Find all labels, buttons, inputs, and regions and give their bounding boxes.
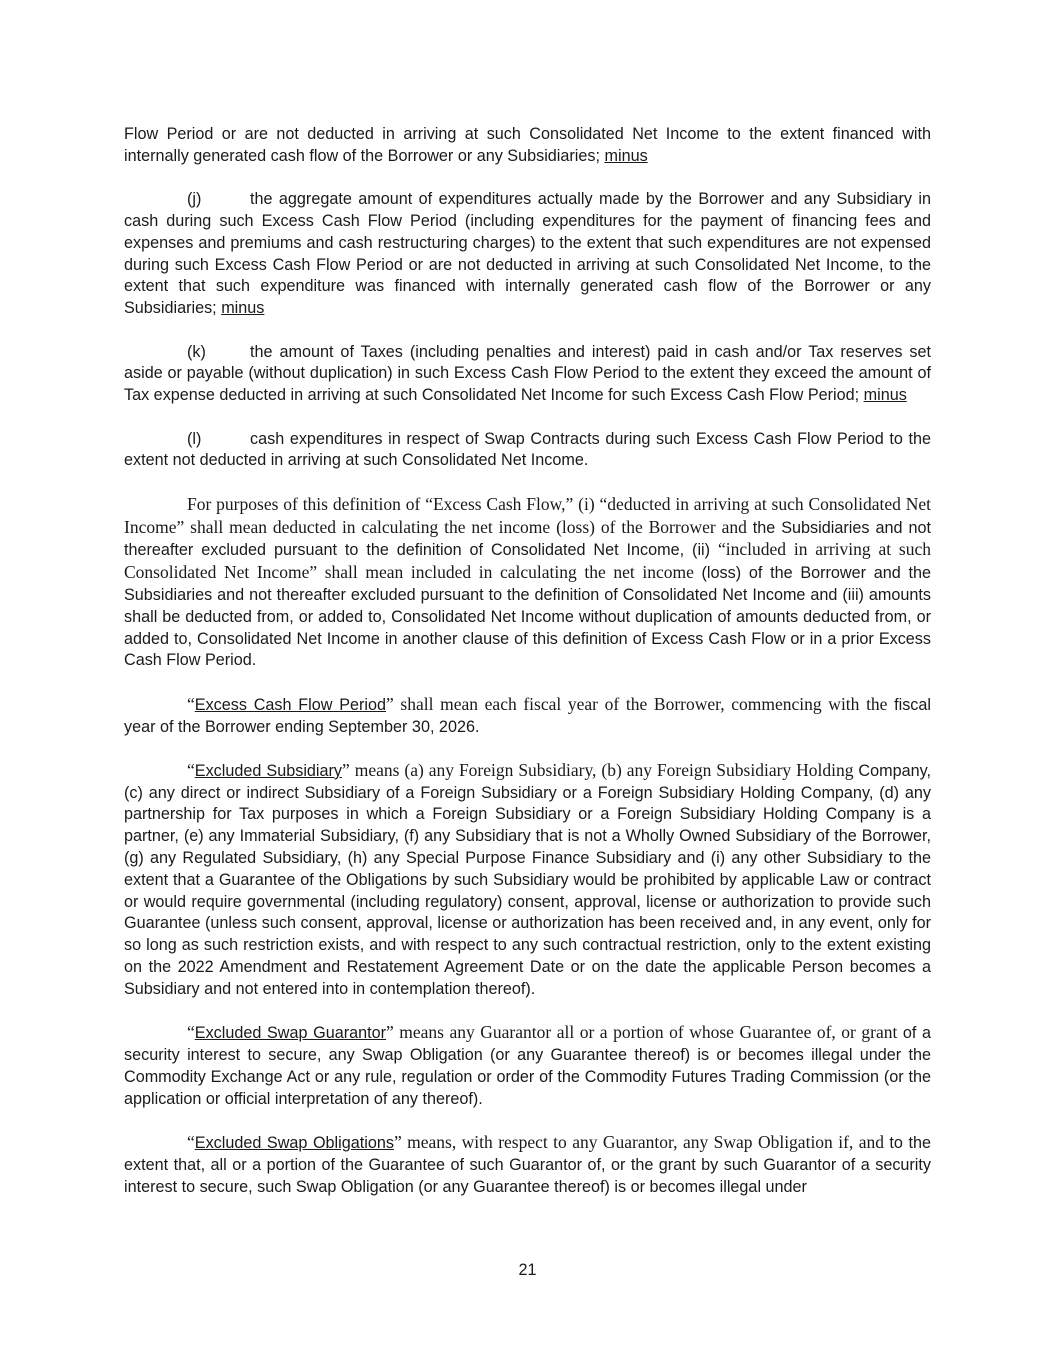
paragraph-continuation: [124, 124, 931, 168]
paragraph-purposes: [124, 494, 931, 672]
clause-l: [124, 429, 931, 473]
paragraph-text: For purposes of this definition of “Excess Cash Flow,” (i) “deducted in arriving at such Consolidated Net Income” shall mean deducted in calculating the net income (loss) of the Borrower and: [124, 493, 931, 537]
defined-term: Excluded Swap Obligations: [194, 1134, 394, 1153]
minus-term: minus: [221, 299, 265, 318]
defined-term: Excluded Subsidiary: [194, 761, 343, 780]
clause-text: the amount of Taxes (including penalties and interest) paid in cash and/or Tax reserves set aside or payable (without duplication) in such Excess Cash Flow Period to the extent they exceed the amount of Tax expense deducted in arriving at such Consolidated Net Income for such Excess Cash Flow Period;: [124, 342, 931, 405]
defined-term: Excess Cash Flow Period: [194, 695, 387, 714]
open-quote: “: [187, 693, 195, 714]
definition-excluded-subsidiary: [124, 760, 931, 1001]
clause-text: cash expenditures in respect of Swap Contracts during such Excess Cash Flow Period to the extent not deducted in arriving at such Consolidated Net Income.: [124, 429, 931, 470]
definition-excluded-swap-guarantor: [124, 1022, 931, 1110]
definition-text: of a security interest to secure, any Swap Obligation (or any Guarantee thereof) is or becomes illegal under the Commodity Exchange Act or any rule, regulation or order of the Commodity Futures Trading Commission (or the application or official interpretation of any thereof).: [124, 1024, 931, 1108]
clause-label: (j): [187, 190, 202, 209]
definition-excess-cash-flow-period: [124, 694, 931, 739]
clause-j: [124, 189, 931, 320]
paragraph-text: Flow Period or are not deducted in arriving at such Consolidated Net Income to the extent financed with internally generated cash flow of the Borrower or any Subsidiaries;: [124, 125, 931, 165]
clause-k: [124, 342, 931, 407]
definition-text: fiscal year of the Borrower ending September 30, 2026.: [124, 695, 931, 736]
definition-excluded-swap-obligations: [124, 1132, 931, 1198]
definition-text: ” means (a) any Foreign Subsidiary, (b) any Foreign Subsidiary Holding: [342, 759, 859, 780]
definition-text: ” means any Guarantor all or a portion of whose Guarantee of, or grant: [386, 1022, 903, 1043]
paragraph-text: “included in arriving at such Consolidated Net Income” shall mean included in calculating the net income: [124, 539, 932, 583]
clause-text: the aggregate amount of expenditures actually made by the Borrower and any Subsidiary in cash during such Excess Cash Flow Period (including expenditures for the payment of financing fees and expenses and premiums and cash restructuring charges) to the extent that such expenditures are not expensed during such Excess Cash Flow Period or are not deducted in arriving at such Consolidated Net Income, to the extent that such expenditure was financed with internally generated cash flow of the Borrower or any Subsidiaries;: [124, 190, 931, 318]
defined-term: Excluded Swap Guarantor: [194, 1024, 387, 1043]
paragraph-text: the Subsidiaries and not thereafter excluded pursuant to the definition of Consolidated Net Income, (ii): [124, 518, 931, 560]
definition-text: ” means, with respect to any Guarantor, any Swap Obligation if, and: [393, 1132, 890, 1153]
minus-term: minus: [604, 146, 648, 165]
open-quote: “: [187, 759, 195, 780]
definition-text: to the extent that, all or a portion of the Guarantee of such Guarantor of, or the grant by such Guarantor of a security interest to secure, such Swap Obligation (or any Guarantee thereof) is or becomes illegal under: [124, 1134, 931, 1196]
clause-label: (k): [187, 342, 206, 361]
document-page: [124, 124, 931, 1220]
clause-label: (l): [187, 429, 202, 448]
paragraph-text: (loss) of the Borrower and the Subsidiaries and not thereafter excluded pursuant to the definition of Consolidated Net Income and (iii) amounts shall be deducted from, or added to, Consolidated Net Income without duplication of amounts deducted from, or added to, Consolidated Net Income in another clause of this definition of Excess Cash Flow or in a prior Excess Cash Flow Period.: [124, 564, 931, 670]
minus-term: minus: [863, 386, 907, 405]
page-number: 21: [518, 1261, 537, 1279]
open-quote: “: [187, 1022, 195, 1043]
definition-text: ” shall mean each fiscal year of the Borrower, commencing with the: [386, 693, 895, 714]
open-quote: “: [187, 1132, 195, 1153]
definition-text: Company, (c) any direct or indirect Subsidiary of a Foreign Subsidiary or a Foreign Subsidiary Holding Company, (d) any partnership for Tax purposes in which a Foreign Subsidiary or a Foreign Subsidiary Holding Company is a partner, (e) any Immaterial Subsidiary, (f) any Subsidiary that is not a Wholly Owned Subsidiary of the Borrower, (g) any Regulated Subsidiary, (h) any Special Purpose Finance Subsidiary and (i) any other Subsidiary to the extent that a Guarantee of the Obligations by such Subsidiary would be prohibited by applicable Law or contract or would require governmental (including regulatory) consent, approval, license or authorization to provide such Guarantee (unless such consent, approval, license or authorization has been received and, in any event, only for so long as such restriction exists, and with respect to any such contractual restriction, only to the extent existing on the 2022 Amendment and Restatement Agreement Date or on the date the applicable Person becomes a Subsidiary and not entered into in contemplation thereof).: [124, 761, 931, 998]
